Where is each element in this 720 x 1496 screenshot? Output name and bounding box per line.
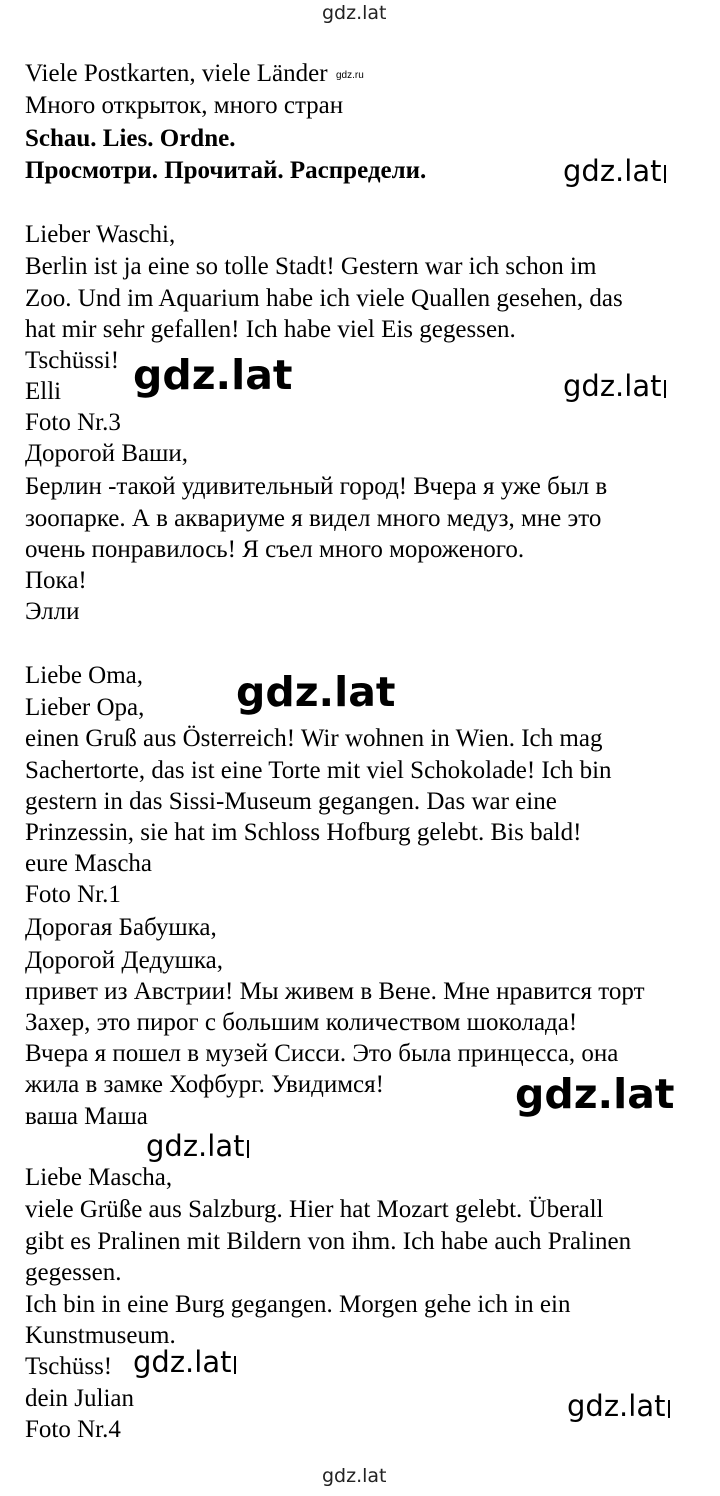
card2-de-line-3: einen Gruß aus Österreich! Wir wohnen in Wien. Ich mag <box>25 725 603 752</box>
card1-photo: Foto Nr.3 <box>25 409 121 436</box>
card2-ru-line-3: привет из Австрии! Мы живем в Вене. Мне нравится торт <box>25 978 645 1005</box>
watermark-right-1: gdz.lat <box>563 154 666 188</box>
card2-photo: Foto Nr.1 <box>25 881 121 908</box>
watermark-right-2: gdz.lat <box>563 369 666 403</box>
card2-ru-line-5: Вчера я пошел в музей Сисси. Это была принцесса, она <box>25 1040 619 1067</box>
watermark-left-1: gdz.lat <box>146 1129 249 1163</box>
task-german: Schau. Lies. Ordne. <box>25 125 236 152</box>
card1-ru-line-1: Дорогой Ваши, <box>25 440 188 467</box>
card2-de-line-5: gestern in das Sissi-Museum gegangen. Das war eine <box>25 788 557 815</box>
title-german: Viele Postkarten, viele Länder <box>25 60 328 87</box>
card1-ru-line-3: зоопарке. А в аквариуме я видел много медуз, мне это <box>25 505 602 532</box>
card1-de-line-6: Elli <box>25 378 62 405</box>
card3-de-line-8: dein Julian <box>25 1385 135 1412</box>
watermark-bottom: gdz.lat <box>322 1465 387 1487</box>
card2-de-line-4: Sachertorte, das ist eine Torte mit viel Schokolade! Ich bin <box>25 757 612 784</box>
card1-ru-line-6: Элли <box>25 598 80 625</box>
card1-de-line-5: Tschüssi! <box>25 347 120 374</box>
card3-de-line-3: gibt es Pralinen mit Bildern von ihm. Ich habe auch Pralinen <box>25 1228 632 1255</box>
card3-photo: Foto Nr.4 <box>25 1416 121 1443</box>
card1-de-line-3: Zoo. Und im Aquarium habe ich viele Quallen gesehen, das <box>25 285 623 312</box>
card3-de-line-4: gegessen. <box>25 1259 122 1286</box>
watermark-big-3: gdz.lat <box>515 1070 675 1118</box>
card2-ru-line-4: Захер, это пирог с большим количеством шоколада! <box>25 1009 578 1036</box>
card1-ru-line-2: Берлин -такой удивительный город! Вчера я уже был в <box>25 473 608 500</box>
watermark-big-2: gdz.lat <box>236 668 396 716</box>
watermark-big-1: gdz.lat <box>133 351 293 399</box>
card2-ru-line-7: ваша Маша <box>25 1103 148 1130</box>
card1-ru-line-4: очень понравилось! Я съел много мороженого. <box>25 536 525 563</box>
card1-ru-line-5: Пока! <box>25 567 87 594</box>
card1-de-line-2: Berlin ist ja eine so tolle Stadt! Gestern war ich schon im <box>25 253 597 280</box>
task-russian: Просмотри. Прочитай. Распредели. <box>25 157 427 184</box>
card2-de-line-2: Lieber Opa, <box>25 694 145 721</box>
watermark-right-3: gdz.lat <box>567 1389 670 1423</box>
card2-de-line-7: eure Mascha <box>25 850 153 877</box>
card3-de-line-2: viele Grüße aus Salzburg. Hier hat Mozart gelebt. Überall <box>25 1196 604 1223</box>
card2-de-line-1: Liebe Oma, <box>25 662 144 689</box>
card2-ru-line-1: Дорогая Бабушка, <box>25 914 217 941</box>
card1-de-line-4: hat mir sehr gefallen! Ich habe viel Eis gegessen. <box>25 316 516 343</box>
card3-de-line-1: Liebe Mascha, <box>25 1164 173 1191</box>
card3-de-line-7: Tschüss! <box>25 1353 113 1380</box>
watermark-left-2: gdz.lat <box>133 1345 236 1379</box>
watermark-top: gdz.lat <box>322 2 387 24</box>
card2-de-line-6: Prinzessin, sie hat im Schloss Hofburg gelebt. Bis bald! <box>25 819 582 846</box>
card3-de-line-6: Kunstmuseum. <box>25 1322 176 1349</box>
card2-ru-line-2: Дорогой Дедушка, <box>25 947 224 974</box>
card2-ru-line-6: жила в замке Хофбург. Увидимся! <box>25 1071 384 1098</box>
title-russian: Много открыток, много стран <box>25 92 344 119</box>
watermark-small-logo: gdz.ru <box>336 70 364 81</box>
card3-de-line-5: Ich bin in eine Burg gegangen. Morgen gehe ich in ein <box>25 1291 571 1318</box>
card1-de-line-1: Lieber Waschi, <box>25 221 176 248</box>
